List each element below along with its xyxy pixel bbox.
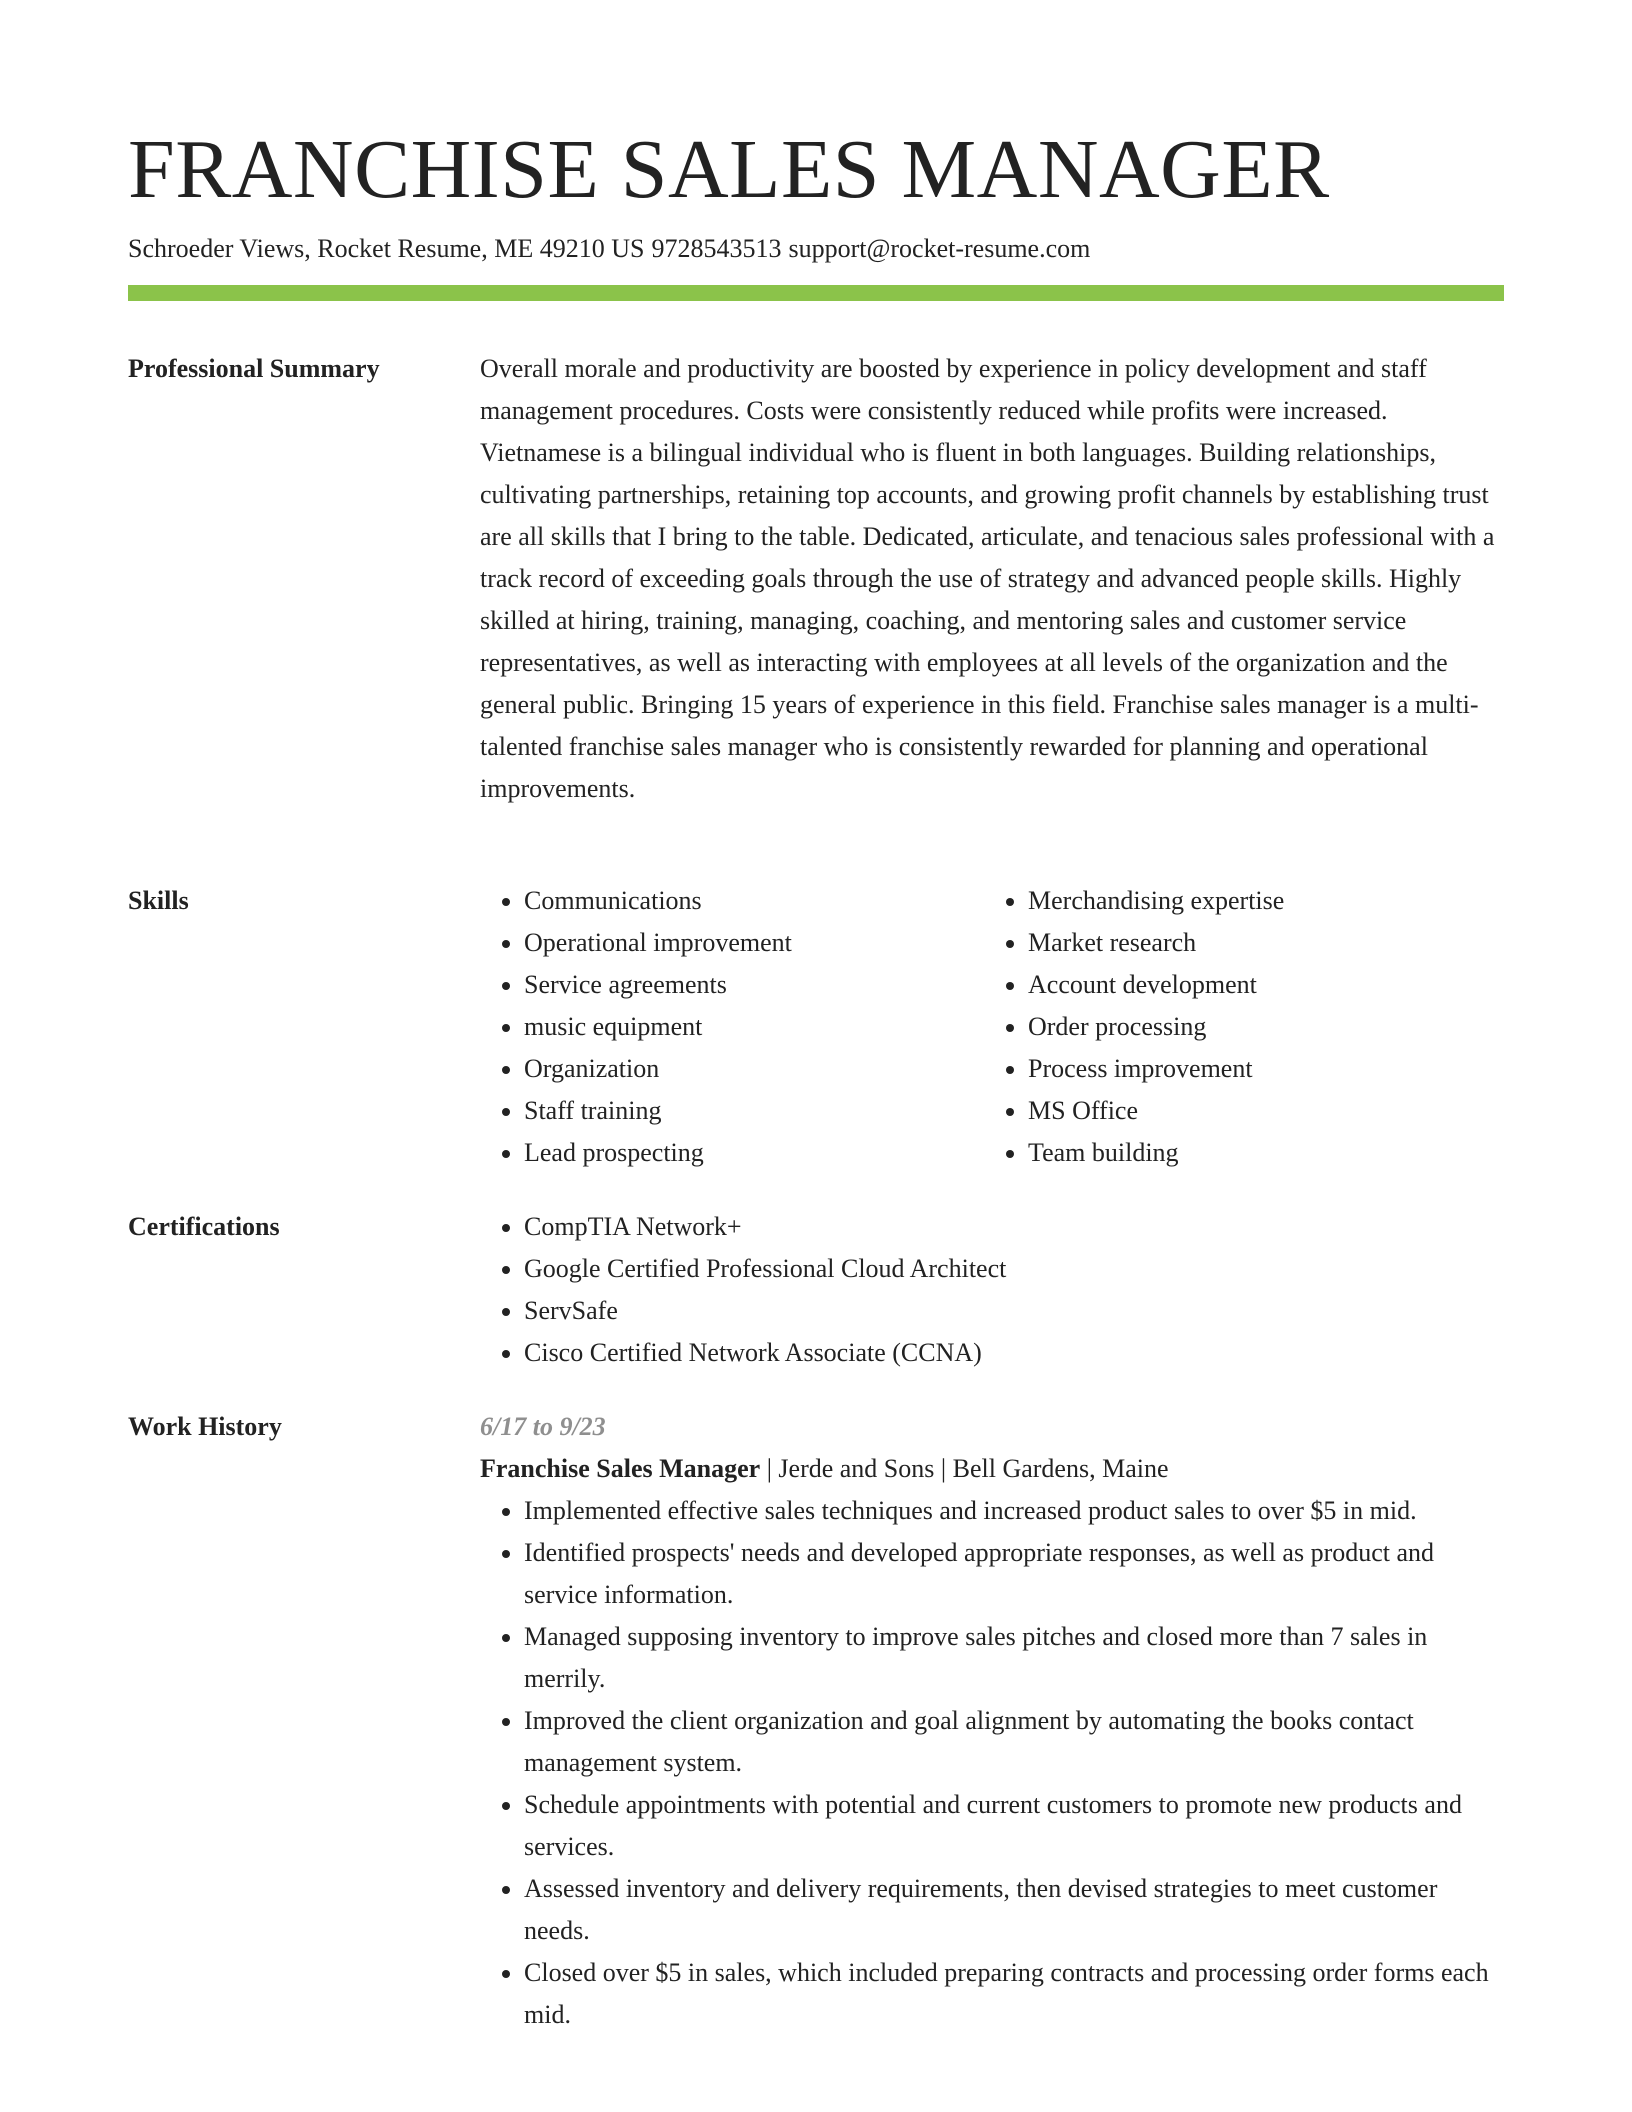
summary-heading: Professional Summary [128, 354, 380, 383]
job-heading [480, 1448, 1504, 1490]
job-bullet: • Closed over $5 in sales, which included preparing contracts and processing order forms each mid. [524, 1952, 1504, 2036]
skill-item: • Organization [524, 1048, 984, 1090]
summary-body [480, 348, 1504, 810]
certification-item: • Cisco Certified Network Associate (CCNA) [524, 1332, 1504, 1374]
skills-heading: Skills [128, 886, 189, 915]
certifications-body [480, 1206, 1504, 1374]
skills-body [480, 880, 1504, 1174]
skills-column-right [984, 880, 1488, 1174]
skill-item: • MS Office [1028, 1090, 1488, 1132]
skill-item: • Market research [1028, 922, 1488, 964]
skill-item: • Process improvement [1028, 1048, 1488, 1090]
job-company: Jerde and Sons [778, 1454, 935, 1483]
skill-item: • Account development [1028, 964, 1488, 1006]
job-separator: | [766, 1454, 772, 1483]
certifications-heading: Certifications [128, 1212, 280, 1241]
job-bullet: • Identified prospects' needs and developed appropriate responses, as well as product and service information. [524, 1532, 1504, 1616]
header-divider [128, 285, 1504, 301]
job-separator: | [940, 1454, 947, 1483]
skill-item: • Lead prospecting [524, 1132, 984, 1174]
skill-item: • music equipment [524, 1006, 984, 1048]
job-bullet: • Implemented effective sales techniques and increased product sales to over $5 in mid. [524, 1490, 1504, 1532]
summary-text: Overall morale and productivity are boosted by experience in policy development and staff management procedures. Costs were consistently reduced while profits were increased. Vietnamese is a bilingual individual who is fluent in both languages. Building relationships, cultivating partnerships, retaining top accounts, and growing profit channels by establishing trust are all skills that I bring to the table. Dedicated, articulate, and tenacious sales professional with a track record of exceeding goals through the use of strategy and advanced people skills. Highly skilled at hiring, training, managing, coaching, and mentoring sales and customer service representatives, as well as interacting with employees at all levels of the organization and the general public. Bringing 15 years of experience in this field. Franchise sales manager is a multi-talented franchise sales manager who is consistently rewarded for planning and operational improvements. [480, 354, 1495, 803]
work-history-body [480, 1406, 1504, 2036]
job-bullet: • Improved the client organization and goal alignment by automating the books contact management system. [524, 1700, 1504, 1784]
certification-item: • Google Certified Professional Cloud Architect [524, 1248, 1504, 1290]
job-bullet: • Managed supposing inventory to improve sales pitches and closed more than 7 sales in merrily. [524, 1616, 1504, 1700]
skill-item: • Communications [524, 880, 984, 922]
skills-list-right [984, 880, 1488, 1174]
skill-item: • Service agreements [524, 964, 984, 1006]
contact-phone: 9728543513 [651, 234, 782, 263]
job-bullet: • Schedule appointments with potential and current customers to promote new products and services. [524, 1784, 1504, 1868]
contact-line [128, 230, 1090, 268]
skill-item: • Staff training [524, 1090, 984, 1132]
contact-email: support@rocket-resume.com [788, 234, 1091, 263]
job-bullet: • Assessed inventory and delivery requirements, then devised strategies to meet customer needs. [524, 1868, 1504, 1952]
job-dates: 6/17 to 9/23 [480, 1412, 606, 1441]
skills-list-left [480, 880, 984, 1174]
certifications-list [480, 1206, 1504, 1374]
work-history-heading: Work History [128, 1412, 282, 1441]
skill-item: • Order processing [1028, 1006, 1488, 1048]
resume-title: FRANCHISE SALES MANAGER [128, 123, 1330, 216]
job-bullet-list [480, 1490, 1504, 2036]
certification-item: • CompTIA Network+ [524, 1206, 1504, 1248]
skill-item: • Operational improvement [524, 922, 984, 964]
contact-address: Schroeder Views, Rocket Resume, ME 49210 US [128, 234, 645, 263]
skills-column-left [480, 880, 984, 1174]
job-entry [480, 1406, 1504, 2036]
skill-item: • Team building [1028, 1132, 1488, 1174]
skill-item: • Merchandising expertise [1028, 880, 1488, 922]
job-title: Franchise Sales Manager [480, 1454, 761, 1483]
certification-item: • ServSafe [524, 1290, 1504, 1332]
job-location: Bell Gardens, Maine [952, 1454, 1169, 1483]
